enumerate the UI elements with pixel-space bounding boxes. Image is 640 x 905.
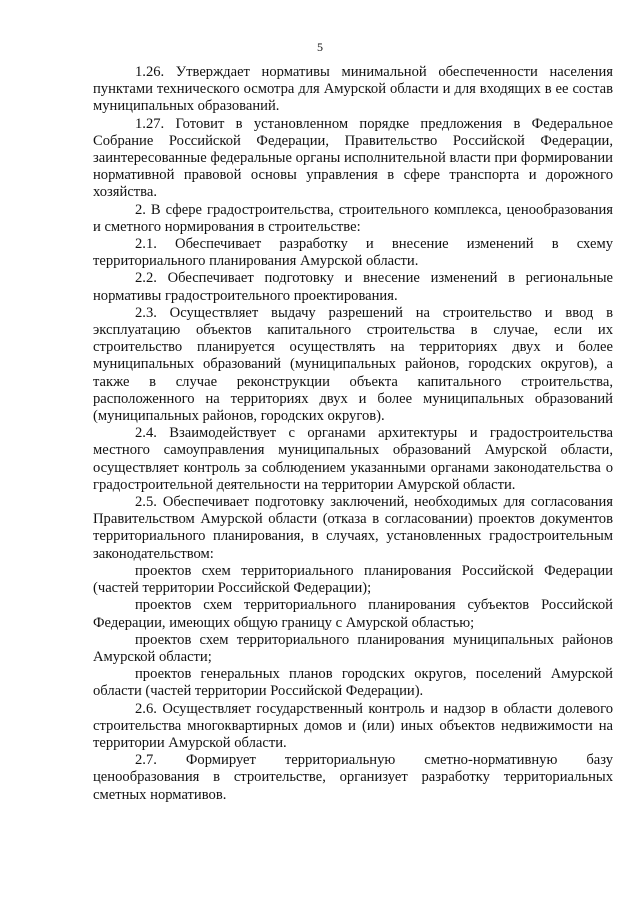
document-body (93, 64, 613, 804)
list-item-subject-schemes: проектов схем территориального планирования субъектов Российской Федерации, имеющих общую границу с Амурской областью; (93, 597, 613, 631)
paragraph-2-5: 2.5. Обеспечивает подготовку заключений, необходимых для согласования Правительством Амурской области (отказа в согласовании) проектов документов территориального планирования, в случаях, установленных градостроительным законодательством: (93, 494, 613, 562)
paragraph-2-1: 2.1. Обеспечивает разработку и внесение изменений в схему территориального планирования Амурской области. (93, 236, 613, 270)
list-item-rf-schemes: проектов схем территориального планирования Российской Федерации (частей территории Российской Федерации); (93, 562, 613, 597)
paragraph-2-2: 2.2. Обеспечивает подготовку и внесение изменений в региональные нормативы градостроительного проектирования. (93, 270, 613, 304)
page-number: 5 (317, 40, 323, 54)
paragraph-2-7: 2.7. Формирует территориальную сметно-нормативную базу ценообразования в строительстве, организует разработку территориальных сметных нормативов. (93, 752, 613, 803)
paragraph-2-6: 2.6. Осуществляет государственный контроль и надзор в области долевого строительства многоквартирных домов и (или) иных объектов недвижимости на территории Амурской области. (93, 700, 613, 751)
list-item-general-plans: проектов генеральных планов городских округов, поселений Амурской области (частей территории Российской Федерации). (93, 666, 613, 700)
paragraph-1-26: 1.26. Утверждает нормативы минимальной обеспеченности населения пунктами технического осмотра для Амурской области и для входящих в ее состав муниципальных образований. (93, 64, 613, 115)
paragraph-1-27: 1.27. Готовит в установленном порядке предложения в Федеральное Собрание Российской Федерации, Правительство Российской Федерации, заинтересованные федеральные органы исполнительной власти при формировании нормативной правовой основы управления в сфере транспорта и дорожного хозяйства. (93, 115, 613, 201)
paragraph-2-4: 2.4. Взаимодействует с органами архитектуры и градостроительства местного самоуправления муниципальных образований Амурской области, осуществляет контроль за соблюдением указанными органами законодательства о градостроительной деятельности на территории Амурской области. (93, 425, 613, 493)
list-item-municipal-schemes: проектов схем территориального планирования муниципальных районов Амурской области; (93, 631, 613, 665)
paragraph-2-3: 2.3. Осуществляет выдачу разрешений на строительство и ввод в эксплуатацию объектов капитального строительства в случае, если их строительство планируется осуществлять на территориях двух и более муниципальных образований (муниципальных районов, городских округов), а также в случае реконструкции объекта капитального строительства, расположенного на территориях двух и более муниципальных образований (муниципальных районов, городских округов). (93, 304, 613, 425)
section-2-heading: 2. В сфере градостроительства, строительного комплекса, ценообразования и сметного нормирования в строительстве: (93, 201, 613, 235)
